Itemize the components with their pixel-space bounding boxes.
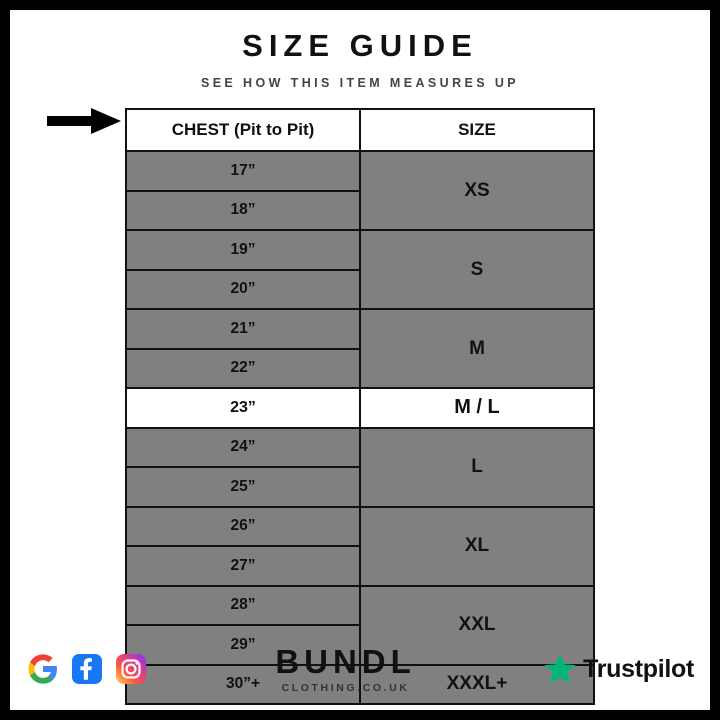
page-subtitle: SEE HOW THIS ITEM MEASURES UP [200, 76, 520, 90]
cell-chest: 29” [126, 625, 360, 665]
cell-chest: 27” [126, 546, 360, 586]
size-table [125, 108, 595, 705]
google-icon[interactable] [26, 652, 60, 686]
cell-size: XS [360, 151, 594, 230]
cell-size: XL [360, 507, 594, 586]
size-table-head [126, 109, 594, 151]
cell-size: S [360, 230, 594, 309]
table-row [126, 151, 594, 191]
cell-chest: 26” [126, 507, 360, 547]
table-row [126, 230, 594, 270]
cell-size: L [360, 428, 594, 507]
column-header-size: SIZE [360, 109, 594, 151]
cell-chest: 21” [126, 309, 360, 349]
table-row [126, 309, 594, 349]
table-header-row [126, 109, 594, 151]
brand-logo [275, 642, 416, 694]
cell-size: M / L [360, 388, 594, 428]
cell-chest: 18” [126, 191, 360, 231]
cell-chest: 30”+ [126, 665, 360, 705]
table-row [126, 586, 594, 626]
size-guide-card [10, 10, 710, 710]
column-header-chest: CHEST (Pit to Pit) [126, 109, 360, 151]
table-row-highlighted [126, 388, 594, 428]
cell-size: M [360, 309, 594, 388]
star-icon [543, 652, 577, 686]
brand-name: BUNDL [275, 642, 416, 680]
social-links [26, 652, 148, 686]
cell-size: XXL [360, 586, 594, 665]
footer [10, 640, 710, 698]
page-title: SIZE GUIDE [242, 28, 478, 63]
facebook-icon[interactable] [70, 652, 104, 686]
trustpilot-name: Trustpilot [583, 654, 694, 683]
brand-domain: CLOTHING.CO.UK [281, 681, 410, 694]
cell-chest: 23” [126, 388, 360, 428]
arrow-right-icon [47, 108, 121, 134]
cell-chest: 19” [126, 230, 360, 270]
table-row [126, 507, 594, 547]
table-row [126, 428, 594, 468]
cell-chest: 28” [126, 586, 360, 626]
cell-chest: 17” [126, 151, 360, 191]
cell-chest: 24” [126, 428, 360, 468]
trustpilot-logo[interactable] [543, 652, 694, 686]
instagram-icon[interactable] [114, 652, 148, 686]
cell-chest: 20” [126, 270, 360, 310]
size-table-wrapper [125, 108, 595, 705]
cell-chest: 22” [126, 349, 360, 389]
cell-chest: 25” [126, 467, 360, 507]
size-table-body [126, 151, 594, 704]
cell-size: XXXL+ [360, 665, 594, 705]
